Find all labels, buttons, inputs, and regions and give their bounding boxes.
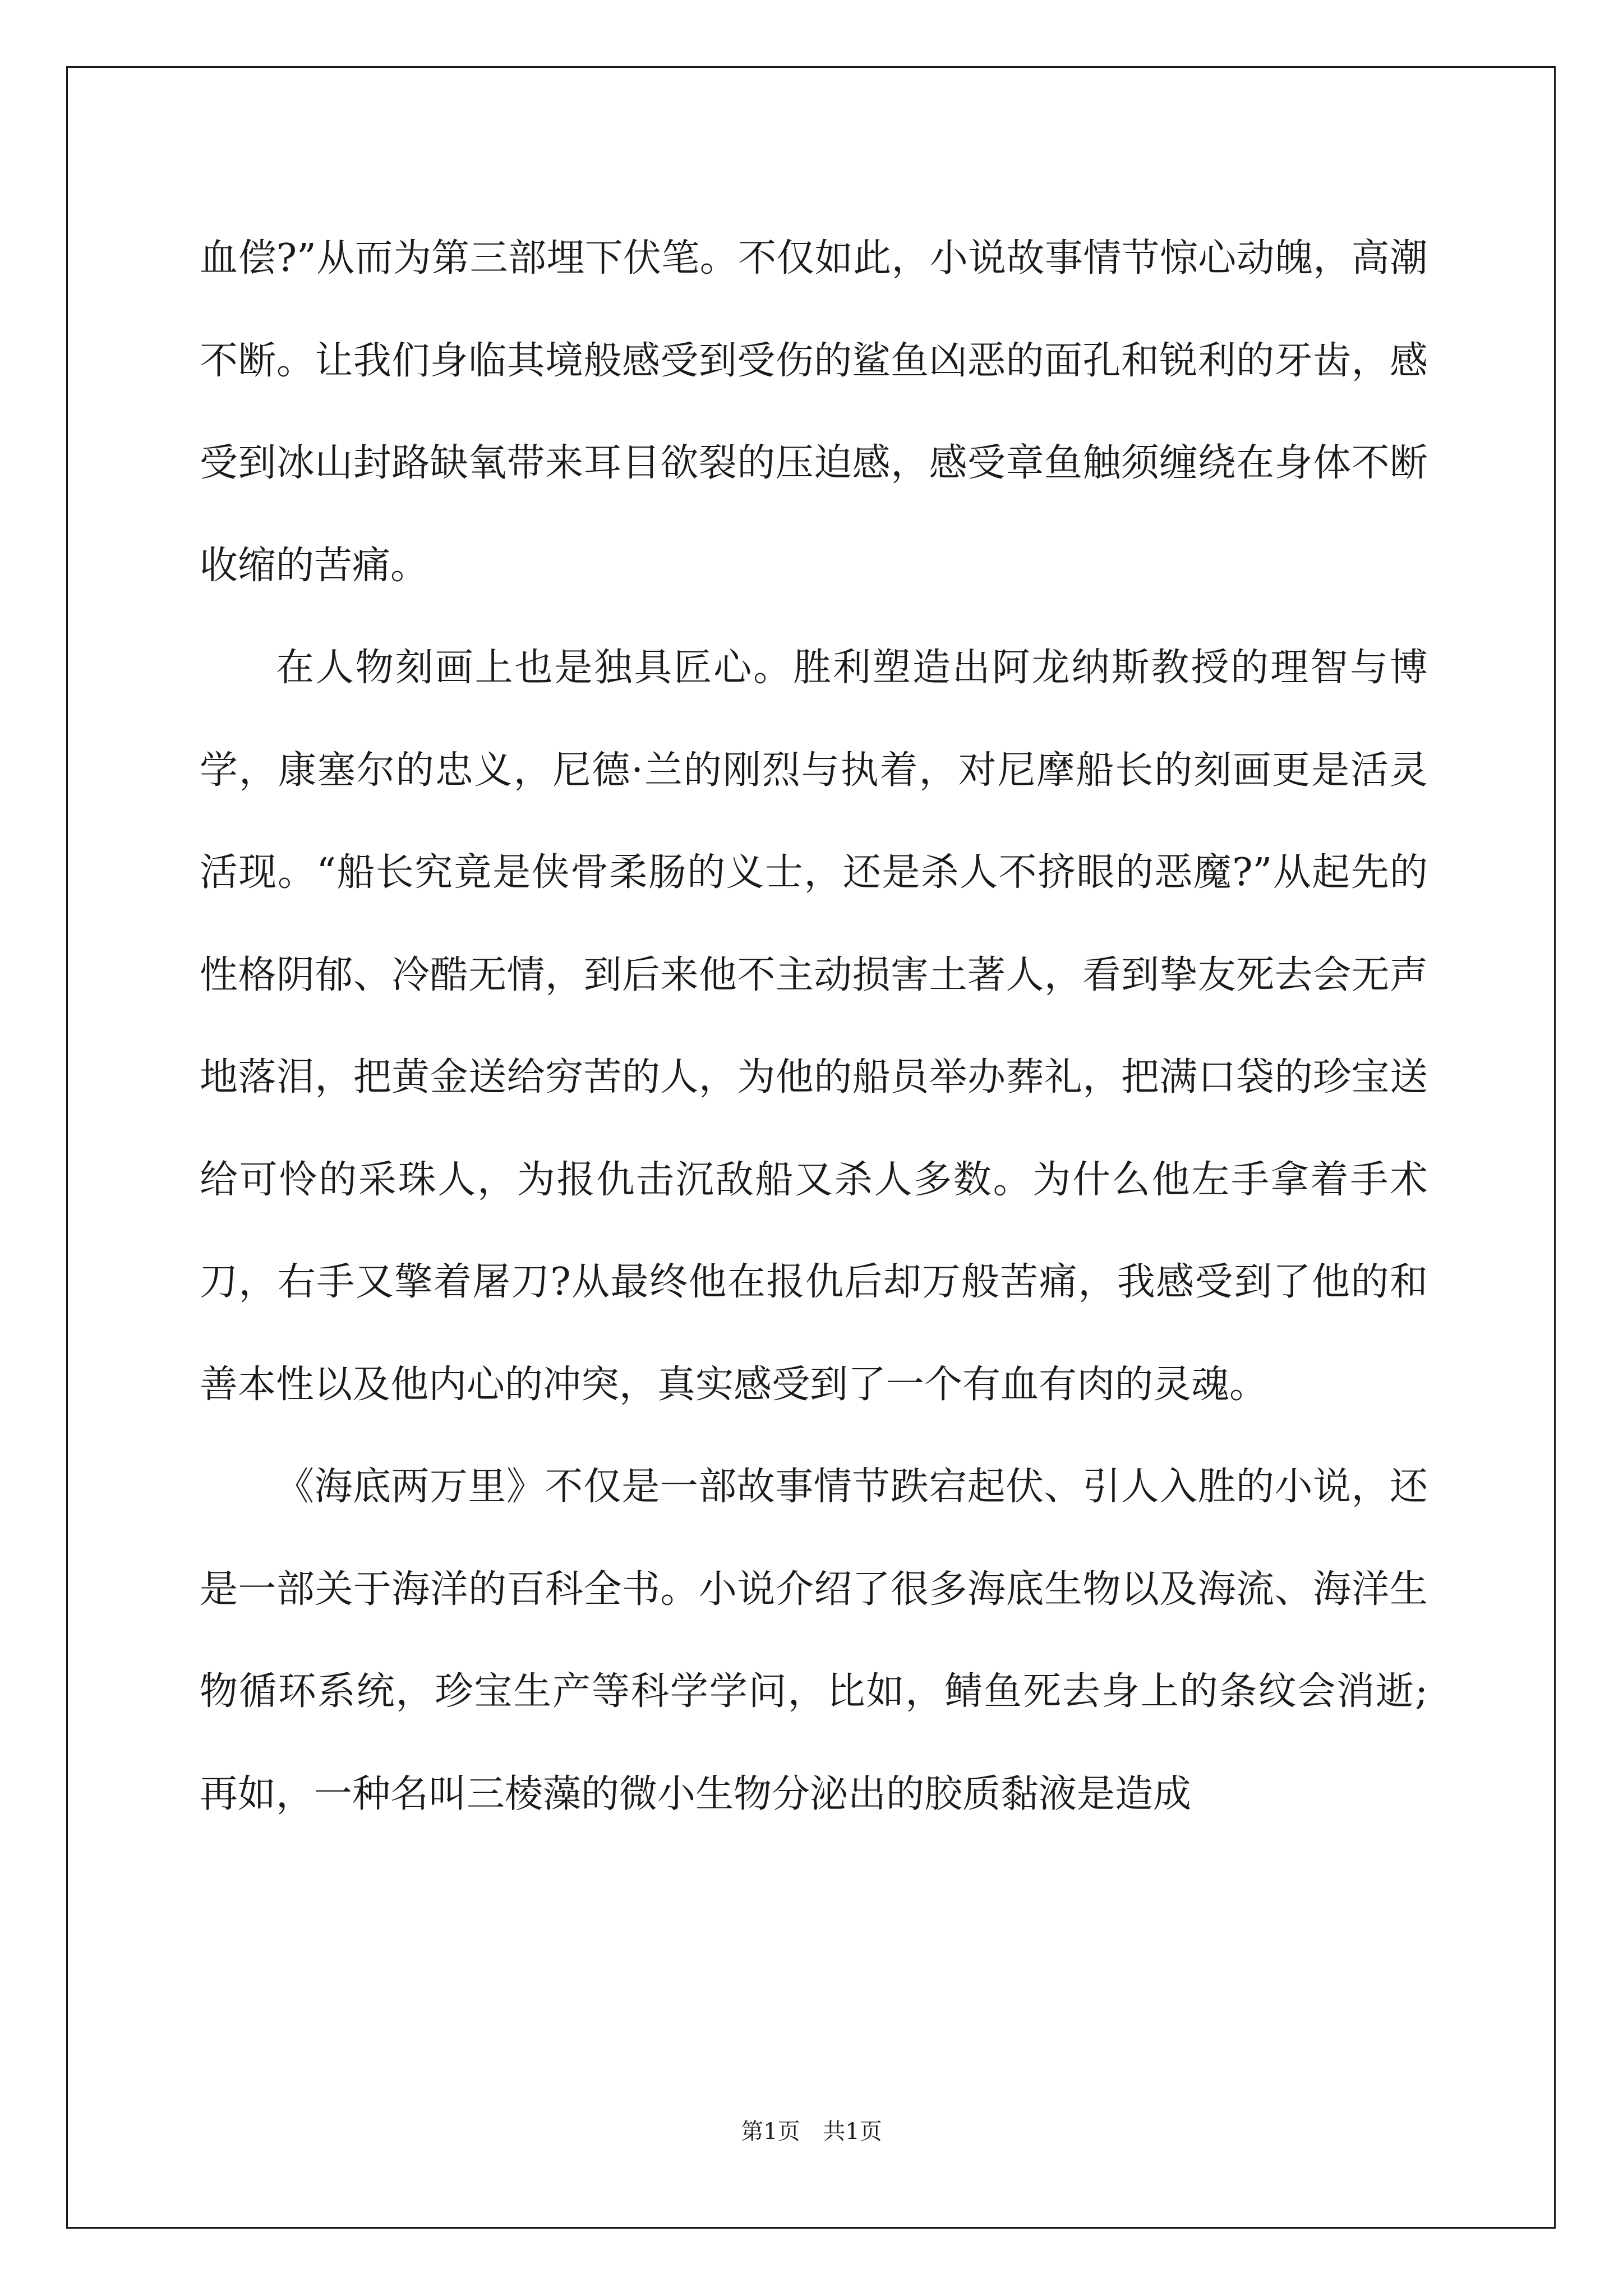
- paragraph-1: 血偿?”从而为第三部埋下伏笔。不仅如此，小说故事情节惊心动魄，高潮不断。让我们身临其境般感受到受伤的鲨鱼凶恶的面孔和锐利的牙齿，感受到冰山封路缺氧带来耳目欲裂的压迫感，感受章鱼触须缠绕在身体不断收缩的苦痛。: [200, 236, 1428, 588]
- document-body: [200, 208, 1428, 1846]
- page-total: 共1页: [823, 2119, 882, 2145]
- page-current: 第1页: [741, 2119, 800, 2145]
- paragraph-2: 在人物刻画上也是独具匠心。胜利塑造出阿龙纳斯教授的理智与博学，康塞尔的忠义，尼德·兰的刚烈与执着，对尼摩船长的刻画更是活灵活现。“船长究竟是侠骨柔肠的义士，还是杀人不挤眼的恶魔?”从起先的性格阴郁、冷酷无情，到后来他不主动损害土著人，看到挚友死去会无声地落泪，把黄金送给穷苦的人，为他的船员举办葬礼，把满口袋的珍宝送给可怜的采珠人，为报仇击沉敌船又杀人多数。为什么他左手拿着手术刀，右手又擎着屠刀?从最终他在报仇后却万般苦痛，我感受到了他的和善本性以及他内心的冲突，真实感受到了一个有血有肉的灵魂。: [200, 646, 1428, 1407]
- paragraph-3: 《海底两万里》不仅是一部故事情节跌宕起伏、引人入胜的小说，还是一部关于海洋的百科全书。小说介绍了很多海底生物以及海流、海洋生物循环系统，珍宝生产等科学学问，比如，鲭鱼死去身上的条纹会消逝;再如，一种名叫三棱藻的微小生物分泌出的胶质黏液是造成: [200, 1465, 1428, 1816]
- page-footer: [0, 2114, 1623, 2146]
